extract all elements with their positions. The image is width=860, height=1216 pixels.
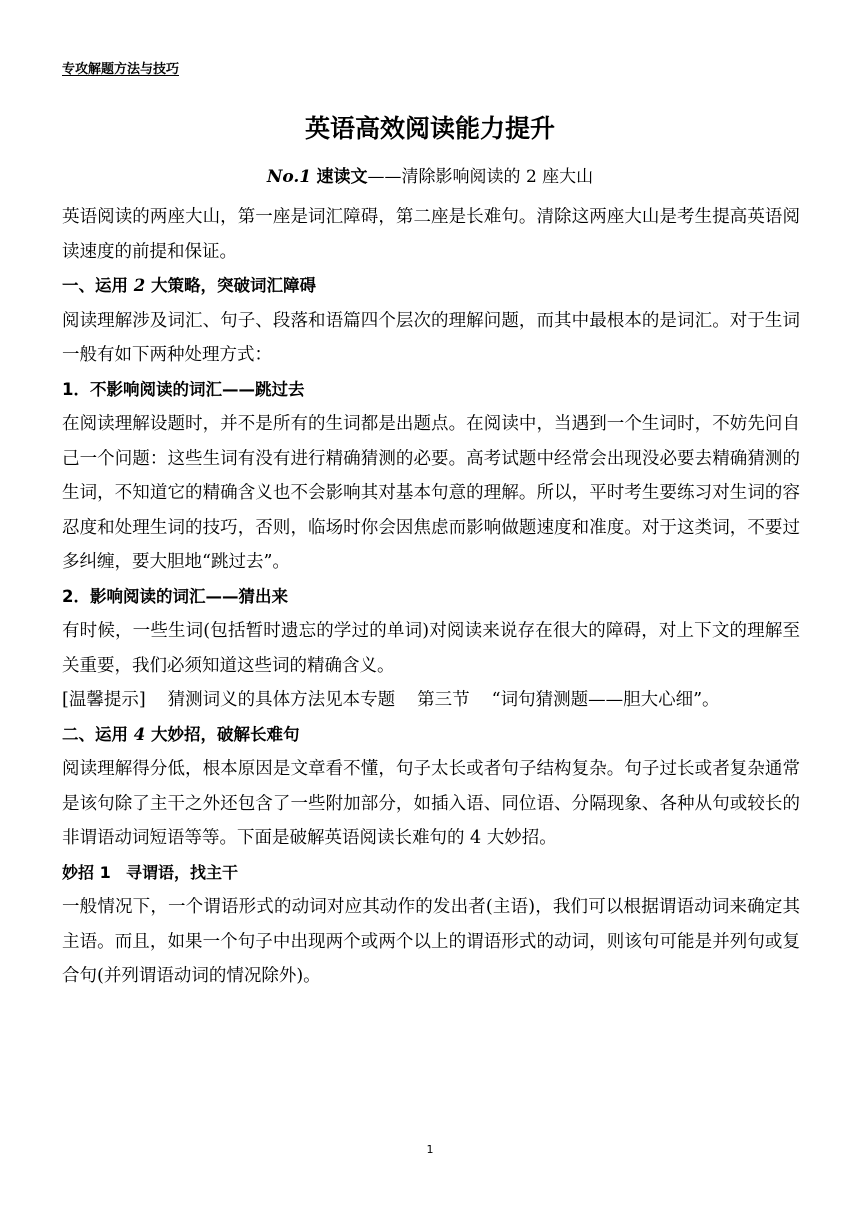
tip-label: [温馨提示] (62, 690, 146, 710)
subtitle-main: 速读文 (316, 167, 368, 187)
trick-1-paragraph: 一般情况下，一个谓语形式的动词对应其动作的发出者(主语)，我们可以根据谓语动词来确定其主语。而且，如果一个句子中出现两个或两个以上的谓语形式的动词，则该句可能是并列句或复合句(并列谓语动词的情况除外)。 (62, 897, 800, 986)
subheading-1: 1．不影响阅读的词汇——跳过去 (62, 379, 305, 399)
subheading-2-paragraph: 有时候，一些生词(包括暂时遗忘的学过的单词)对阅读来说存在很大的障碍，对上下文的理解至关重要，我们必须知道这些词的精确含义。 (62, 621, 800, 676)
tip-text-c: “词句猜测题——胆大心细”。 (491, 690, 720, 710)
tip-note (62, 683, 800, 718)
intro-paragraph: 英语阅读的两座大山，第一座是词汇障碍，第二座是长难句。清除这两座大山是考生提高英语阅读速度的前提和保证。 (62, 207, 800, 262)
subtitle-rest: ——清除影响阅读的 2 座大山 (367, 167, 594, 187)
subheading-2: 2．影响阅读的词汇——猜出来 (62, 586, 288, 606)
section1-paragraph: 阅读理解涉及词汇、句子、段落和语篇四个层次的理解问题，而其中最根本的是词汇。对于生词一般有如下两种处理方式： (62, 310, 800, 365)
trick-1-text: 寻谓语，找主干 (125, 862, 238, 882)
section-heading-2-suffix: 大妙招，破解长难句 (145, 724, 300, 744)
section2-paragraph: 阅读理解得分低，根本原因是文章看不懂，句子太长或者句子结构复杂。句子过长或者复杂通常是该句除了主干之外还包含了一些附加部分，如插入语、同位语、分隔现象、各种从句或较长的非谓语动词短语等等。下面是破解英语阅读长难句的 4 大妙招。 (62, 759, 800, 848)
tip-text-a: 猜测词义的具体方法见本专题 (167, 690, 396, 710)
running-header: 专攻解题方法与技巧 (62, 62, 180, 77)
trick-1-heading (62, 856, 800, 891)
section-heading-1-number: 2 (133, 276, 146, 295)
section-heading-1-prefix: 一、运用 (62, 276, 134, 295)
section-heading-2 (62, 718, 800, 753)
tip-text-b: 第三节 (417, 690, 470, 710)
document-subtitle (0, 165, 860, 189)
section-heading-2-number: 4 (133, 724, 146, 744)
section-heading-1 (62, 269, 800, 304)
document-body (62, 200, 800, 994)
subheading-1-paragraph: 在阅读理解设题时，并不是所有的生词都是出题点。在阅读中，当遇到一个生词时，不妨先问自己一个问题：这些生词有没有进行精确猜测的必要。高考试题中经常会出现没必要去精确猜测的生词，不知道它的精确含义也不会影响其对基本句意的理解。所以，平时考生要练习对生词的容忍度和处理生词的技巧，否则，临场时你会因焦虑而影响做题速度和准度。对于这类词，不要过多纠缠，要大胆地“跳过去”。 (62, 414, 800, 572)
trick-1-label: 妙招 1 (62, 862, 111, 882)
document-title: 英语高效阅读能力提升 (304, 114, 555, 143)
page-number: 1 (426, 1143, 434, 1156)
subtitle-number: No.1 (266, 167, 312, 187)
section-heading-1-suffix: 大策略，突破词汇障碍 (145, 276, 316, 295)
section-heading-2-prefix: 二、运用 (62, 724, 134, 744)
